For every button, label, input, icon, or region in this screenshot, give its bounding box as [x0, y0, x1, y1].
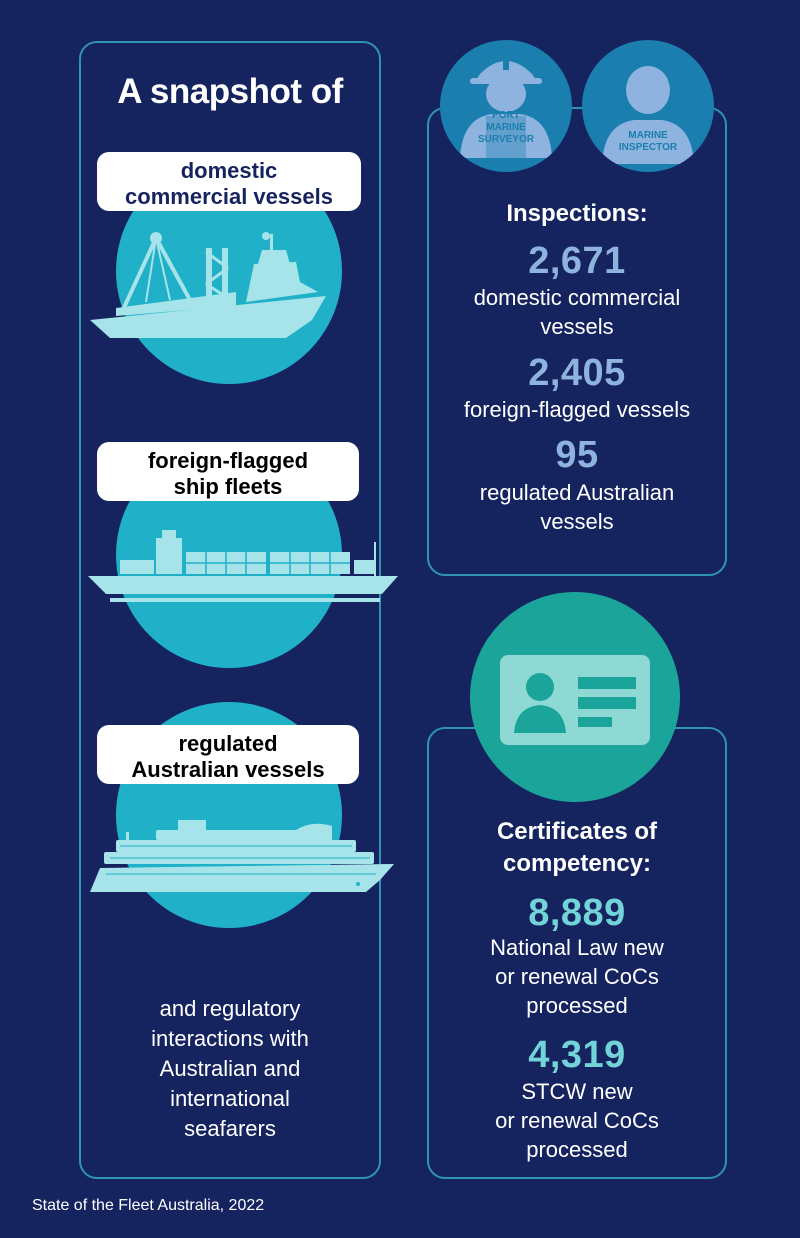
stat-text-stcw: STCW new or renewal CoCs processed [495, 1079, 659, 1162]
fishing-vessel-icon [86, 222, 336, 342]
inspector-label-line-1: MARINE [628, 130, 668, 141]
surveyor-label-line-2: MARINE [486, 122, 526, 133]
inspector-label-line-2: INSPECTOR [618, 142, 678, 153]
surveyor-avatar [440, 40, 572, 172]
id-card-icon [500, 655, 650, 745]
surveyor-label-line-1: PORT [492, 110, 520, 121]
inspections-heading: Inspections: [506, 200, 648, 227]
stat-value-national-law: 8,889 [528, 892, 626, 934]
inspector-avatar [582, 40, 714, 172]
snapshot-title: A snapshot of [117, 72, 343, 111]
stat-value-regulated: 95 [555, 434, 599, 476]
stat-text-domestic: domestic commercial vessels [473, 285, 681, 339]
stat-text-national-law: National Law new or renewal CoCs processed [490, 935, 664, 1018]
cruise-ship-icon [86, 816, 398, 896]
domestic-vessels-label: domestic commercial vessels [97, 152, 361, 211]
container-ship-icon [86, 528, 402, 608]
surveyor-icon [440, 40, 572, 172]
footer-source: State of the Fleet Australia, 2022 [32, 1197, 265, 1214]
stat-text-regulated: regulated Australian vessels [479, 480, 675, 534]
stat-value-foreign: 2,405 [528, 352, 626, 394]
inspector-icon [582, 40, 714, 172]
stat-value-stcw: 4,319 [528, 1034, 626, 1076]
stat-value-domestic: 2,671 [528, 240, 626, 282]
surveyor-label-line-3: SURVEYOR [478, 134, 534, 145]
foreign-fleets-label: foreign-flagged ship fleets [97, 442, 359, 501]
certificates-heading: Certificates of competency: [496, 818, 658, 877]
interactions-text: and regulatory interactions with Australian and international seafarers [151, 996, 309, 1141]
stat-text-foreign: foreign-flagged vessels [463, 397, 691, 422]
regulated-vessels-label: regulated Australian vessels [97, 725, 359, 784]
